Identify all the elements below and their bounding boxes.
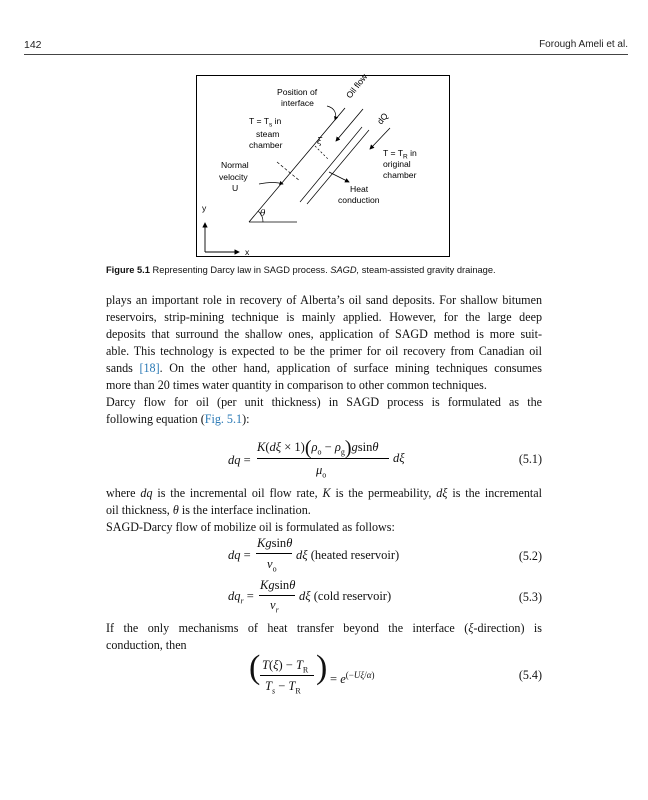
text-line: oil thickness, θ is the interface inclination.	[106, 503, 311, 517]
label-steam: steam	[256, 129, 280, 139]
equation-number: (5.4)	[518, 668, 542, 682]
interface-leader	[327, 106, 336, 120]
eq2-numerator: Kgsinθ	[257, 536, 293, 550]
fraction-bar	[256, 553, 292, 554]
header-rule	[24, 54, 628, 55]
label-xi: ξ	[317, 137, 322, 147]
text-line: Darcy flow for oil (per unit thickness) in SAGD process is formulated as the	[106, 395, 542, 409]
paragraph-definitions	[106, 485, 542, 536]
label-x-axis: x	[245, 247, 250, 257]
text-line: conduction, then	[106, 638, 187, 652]
eq4-numerator: $T(\xi) - T_R$	[262, 658, 309, 675]
label-dq: dQ	[375, 110, 390, 127]
page-number: 142	[24, 39, 42, 51]
paragraph-intro	[106, 292, 542, 428]
label-u: U	[232, 183, 239, 193]
fraction-bar	[260, 675, 314, 676]
eq3-numerator: Kgsinθ	[260, 578, 296, 592]
text-line: following equation (Fig. 5.1):	[106, 412, 250, 426]
fraction-bar	[257, 458, 389, 459]
label-velocity: velocity	[219, 172, 248, 182]
figure-reference-link[interactable]: Fig. 5.1	[204, 412, 243, 426]
text-line: SAGD-Darcy flow of mobilize oil is formulated as follows:	[106, 520, 395, 534]
equation-number: (5.2)	[518, 549, 542, 563]
running-author: Forough Ameli et al.	[539, 39, 628, 50]
figure-sagd-diagram	[196, 71, 450, 257]
equation-number: (5.1)	[518, 452, 542, 466]
label-original: original	[383, 159, 411, 169]
text-line: deposits that surround the shallow ones, application of SAGD method is more suit-	[106, 327, 542, 341]
figure-caption	[106, 265, 496, 275]
label-theta: θ	[260, 209, 266, 219]
heat-arrow	[329, 172, 349, 182]
label-position-of: Position of	[277, 87, 318, 97]
label-y-axis: y	[202, 203, 207, 213]
text-line: able. This technology is expected to be the primer for oil recovery from Canadian oil	[106, 344, 542, 358]
eq3-denominator: $\nu_r$	[270, 598, 279, 615]
eq1-denominator: $\mu_o$	[316, 463, 327, 480]
label-chamber-2: chamber	[383, 170, 417, 180]
eq2-denominator: $\nu_o$	[267, 557, 277, 574]
text-line: plays an important role in recovery of Alberta’s oil sand deposits. For shallow bitumen	[106, 293, 542, 307]
text-line: reservoirs, strip-mining technique is mainly applied. However, for the large deep	[106, 310, 542, 324]
text-line: where dq is the incremental oil flow rate, K is the permeability, dξ is the incremental	[106, 486, 542, 500]
dq-arrow	[370, 128, 390, 149]
caption-italic: SAGD,	[330, 265, 360, 275]
label-chamber-1: chamber	[249, 140, 283, 150]
label-normal: Normal	[221, 160, 249, 170]
xi-dashed	[315, 146, 329, 160]
caption-tail: steam-assisted gravity drainage.	[359, 265, 496, 275]
equation-number: (5.3)	[518, 590, 542, 604]
caption-text: Representing Darcy law in SAGD process.	[149, 265, 331, 275]
text-line: sands [18]. On the other hand, application of surface mining techniques consumes	[106, 361, 542, 375]
label-heat: Heat	[350, 184, 369, 194]
text-line: If the only mechanisms of heat transfer beyond the interface (ξ-direction) is	[106, 621, 542, 635]
label-conduction: conduction	[338, 195, 380, 205]
text-line: more than 20 times water quantity in comparison to other common techniques.	[106, 378, 487, 392]
citation-link[interactable]: [18]	[139, 361, 160, 375]
label-interface: interface	[281, 98, 314, 108]
fraction-bar	[259, 595, 295, 596]
label-t-original: $T = T_R$ in	[383, 148, 417, 161]
label-t-steam: $T = T_s$ in	[249, 116, 282, 129]
normal-dashed	[277, 162, 300, 181]
running-header	[24, 39, 628, 55]
eq1-numerator: $K(d\xi \times 1)(\rho_o - \rho_g)gsin\theta$	[257, 437, 379, 459]
velocity-leader	[259, 183, 283, 185]
eq4-denominator: $T_s - T_R$	[265, 679, 301, 696]
caption-label: Figure 5.1	[106, 265, 150, 275]
label-oil-flow: Oil flow	[344, 71, 370, 101]
